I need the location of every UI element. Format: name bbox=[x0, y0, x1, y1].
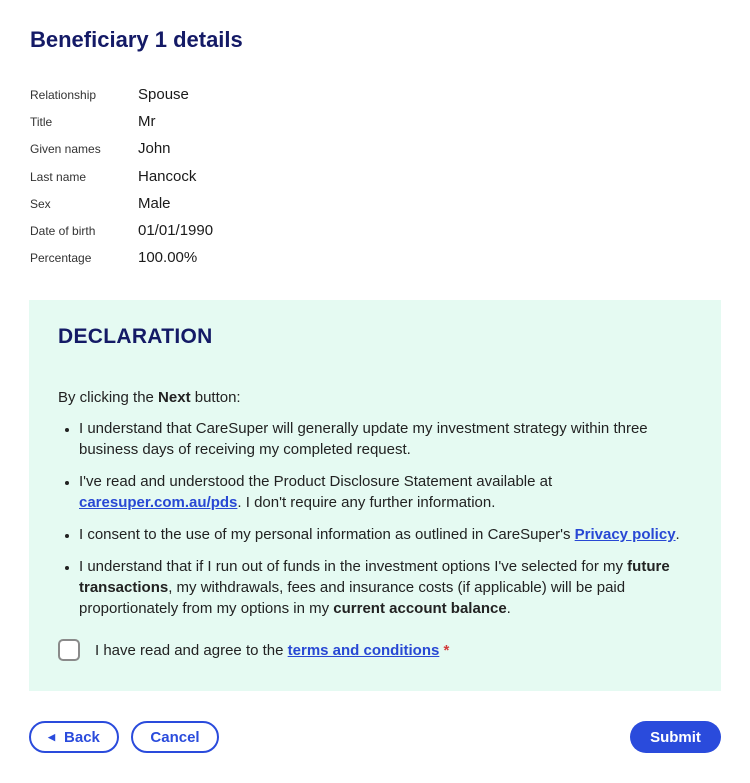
detail-row-title bbox=[30, 113, 213, 140]
detail-label: Percentage bbox=[30, 251, 92, 266]
detail-value: Hancock bbox=[138, 167, 197, 185]
item-text: I understand that if I run out of funds in the investment options I've selected for my bbox=[79, 558, 628, 575]
item-bold-text: current account balance bbox=[333, 600, 507, 617]
submit-button[interactable]: Submit bbox=[630, 721, 721, 753]
pds-link[interactable]: caresuper.com.au/pds bbox=[79, 494, 238, 511]
intro-prefix: By clicking the bbox=[58, 389, 159, 406]
back-button[interactable] bbox=[29, 721, 119, 753]
declaration-item-privacy bbox=[79, 524, 692, 545]
detail-value: 100.00% bbox=[138, 249, 198, 267]
back-button-label: Back bbox=[64, 728, 100, 746]
detail-value: Spouse bbox=[138, 86, 189, 103]
detail-value: Mr bbox=[138, 113, 156, 131]
terms-agreement-label bbox=[95, 642, 449, 659]
item-text: . I don't require any further information. bbox=[237, 494, 496, 511]
detail-label: Date of birth bbox=[30, 223, 96, 238]
item-text: . bbox=[506, 600, 511, 617]
detail-value: Male bbox=[138, 194, 171, 212]
declaration-item-investment-strategy bbox=[79, 418, 692, 460]
privacy-policy-link[interactable]: Privacy policy bbox=[574, 526, 676, 543]
item-text: I consent to the use of my personal information as outlined in CareSuper's bbox=[79, 526, 575, 543]
terms-and-conditions-link[interactable]: terms and conditions bbox=[287, 641, 440, 659]
terms-checkbox[interactable] bbox=[58, 639, 80, 661]
beneficiary-details bbox=[30, 86, 213, 276]
caret-left-icon: ◀ bbox=[48, 731, 56, 742]
declaration-intro bbox=[58, 389, 692, 406]
terms-agreement-row bbox=[58, 639, 692, 661]
detail-row-date-of-birth bbox=[30, 222, 213, 249]
item-text: . bbox=[675, 526, 680, 543]
item-bold-text: future transactions bbox=[79, 558, 670, 596]
detail-label: Given names bbox=[30, 142, 101, 157]
page-title: Beneficiary 1 details bbox=[30, 27, 243, 52]
cancel-button[interactable]: Cancel bbox=[131, 721, 219, 753]
intro-suffix: button: bbox=[190, 389, 241, 406]
declaration-item-pds bbox=[79, 471, 692, 513]
declaration-panel bbox=[29, 300, 721, 691]
detail-value: John bbox=[138, 140, 171, 158]
declaration-item-funds bbox=[79, 556, 692, 619]
detail-label: Relationship bbox=[30, 88, 97, 102]
declaration-list bbox=[58, 418, 692, 619]
detail-label: Title bbox=[30, 115, 53, 130]
agree-prefix: I have read and agree to the bbox=[95, 641, 288, 659]
detail-row-percentage bbox=[30, 249, 213, 276]
item-text: , my withdrawals, fees and insurance costs (if applicable) will be paid proportionately from my options in my bbox=[79, 579, 626, 617]
detail-row-given-names bbox=[30, 140, 213, 167]
detail-value: 01/01/1990 bbox=[138, 221, 214, 239]
item-text: I understand that CareSuper will generally update my investment strategy within three business days of receiving my completed request. bbox=[79, 420, 648, 458]
detail-label: Sex bbox=[30, 196, 51, 211]
detail-row-last-name bbox=[30, 168, 213, 195]
detail-row-relationship bbox=[30, 86, 213, 113]
intro-next-keyword: Next bbox=[158, 389, 191, 406]
detail-row-sex bbox=[30, 195, 213, 222]
declaration-title: DECLARATION bbox=[58, 325, 213, 348]
item-text: I've read and understood the Product Disclosure Statement available at bbox=[79, 473, 553, 490]
detail-label: Last name bbox=[30, 169, 87, 184]
required-marker: * bbox=[443, 641, 450, 659]
